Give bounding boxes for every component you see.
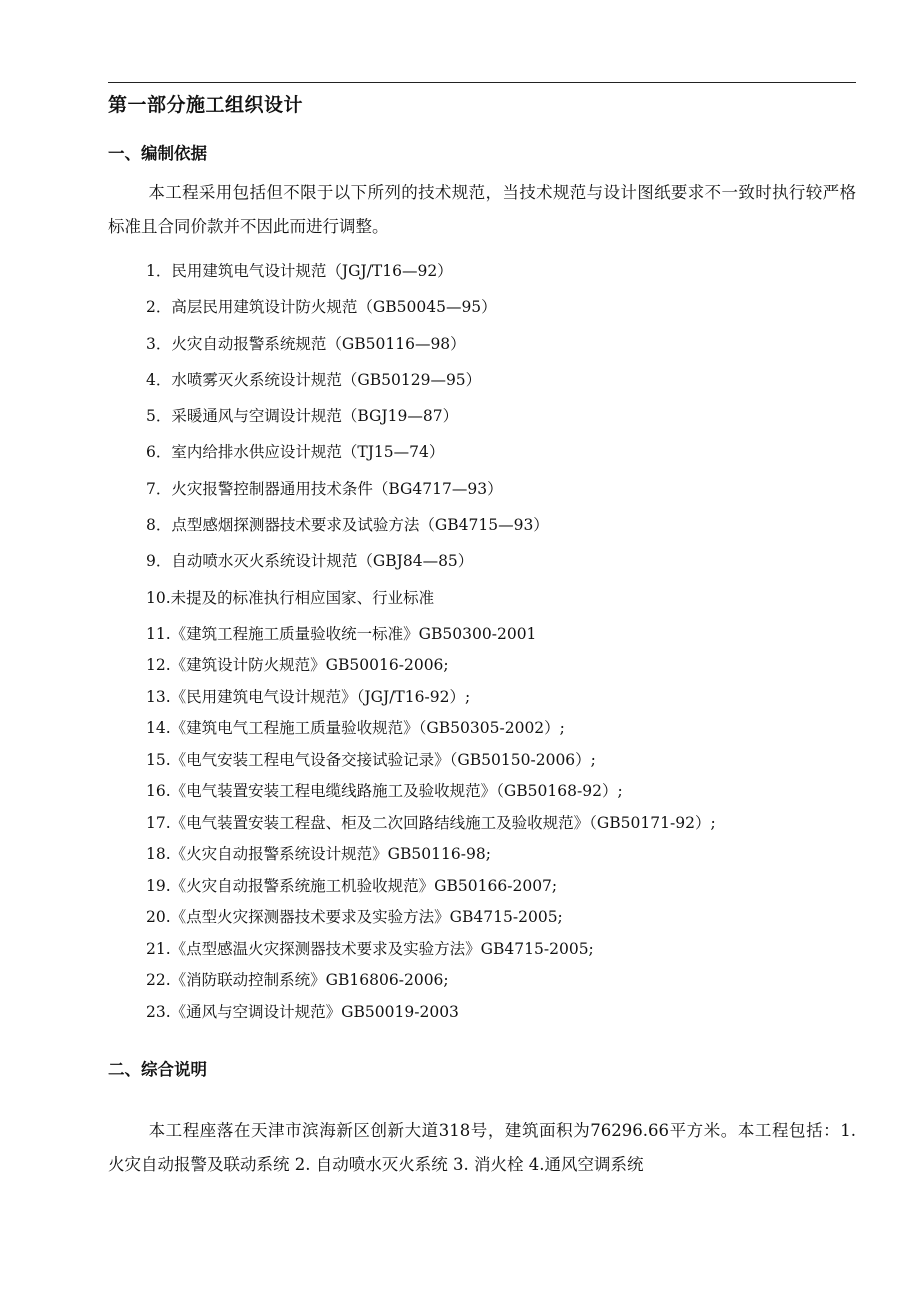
overview-paragraph	[108, 1114, 856, 1182]
list-item: 14.《建筑电气工程施工质量验收规范》（GB50305-2002）;	[146, 719, 565, 738]
list-item: 16.《电气装置安装工程电缆线路施工及验收规范》（GB50168-92）;	[146, 782, 623, 801]
list-item: 22.《消防联动控制系统》GB16806-2006;	[146, 971, 449, 990]
list-item: 9．自动喷水灭火系统设计规范（GBJ84—85）	[146, 552, 474, 571]
list-item: 12.《建筑设计防火规范》GB50016-2006;	[146, 656, 449, 675]
standards-list	[108, 256, 856, 1028]
intro-text: 本工程采用包括但不限于以下所列的技术规范，当技术规范与设计图纸要求不一致时执行较严格标准且合同价款并不因此而进行调整。	[108, 183, 856, 236]
section-heading-basis: 一、编制依据	[108, 144, 207, 163]
list-item: 7．火灾报警控制器通用技术条件（BG4717—93）	[146, 479, 503, 498]
list-item: 1．民用建筑电气设计规范（JGJ/T16—92）	[146, 262, 453, 280]
list-item: 5．采暖通风与空调设计规范（BGJ19—87）	[146, 407, 459, 426]
list-item: 6．室内给排水供应设计规范（TJ15—74）	[146, 443, 445, 462]
section-heading-overview: 二、综合说明	[108, 1060, 207, 1079]
list-item: 23.《通风与空调设计规范》GB50019-2003	[146, 1002, 459, 1021]
list-item: 13.《民用建筑电气设计规范》（JGJ/T16-92）;	[146, 687, 471, 706]
list-item: 21.《点型感温火灾探测器技术要求及实验方法》GB4715-2005;	[146, 939, 594, 958]
list-item: 15.《电气安装工程电气设备交接试验记录》（GB50150-2006）;	[146, 750, 596, 769]
list-item: 11.《建筑工程施工质量验收统一标准》GB50300-2001	[146, 624, 537, 643]
list-item: 2．高层民用建筑设计防火规范（GB50045—95）	[146, 298, 497, 317]
header-rule	[108, 82, 856, 83]
intro-paragraph	[108, 176, 856, 244]
list-item: 3．火灾自动报警系统规范（GB50116—98）	[146, 334, 466, 353]
list-item: 17.《电气装置安装工程盘、柜及二次回路结线施工及验收规范》（GB50171-92）;	[146, 813, 716, 832]
part-title: 第一部分施工组织设计	[108, 94, 304, 116]
list-item: 8．点型感烟探测器技术要求及试验方法（GB4715—93）	[146, 516, 549, 535]
overview-text: 本工程座落在天津市滨海新区创新大道318号，建筑面积为76296.66平方米。本工程包括：1. 火灾自动报警及联动系统 2. 自动喷水灭火系统 3. 消火栓 4.通风空调系统	[108, 1121, 856, 1174]
list-item: 19.《火灾自动报警系统施工机验收规范》GB50166-2007;	[146, 876, 558, 895]
list-item: 20.《点型火灾探测器技术要求及实验方法》GB4715-2005;	[146, 908, 563, 927]
list-item: 10.未提及的标准执行相应国家、行业标准	[146, 588, 435, 607]
list-item: 18.《火灾自动报警系统设计规范》GB50116-98;	[146, 845, 491, 864]
list-item: 4．水喷雾灭火系统设计规范（GB50129—95）	[146, 370, 482, 389]
